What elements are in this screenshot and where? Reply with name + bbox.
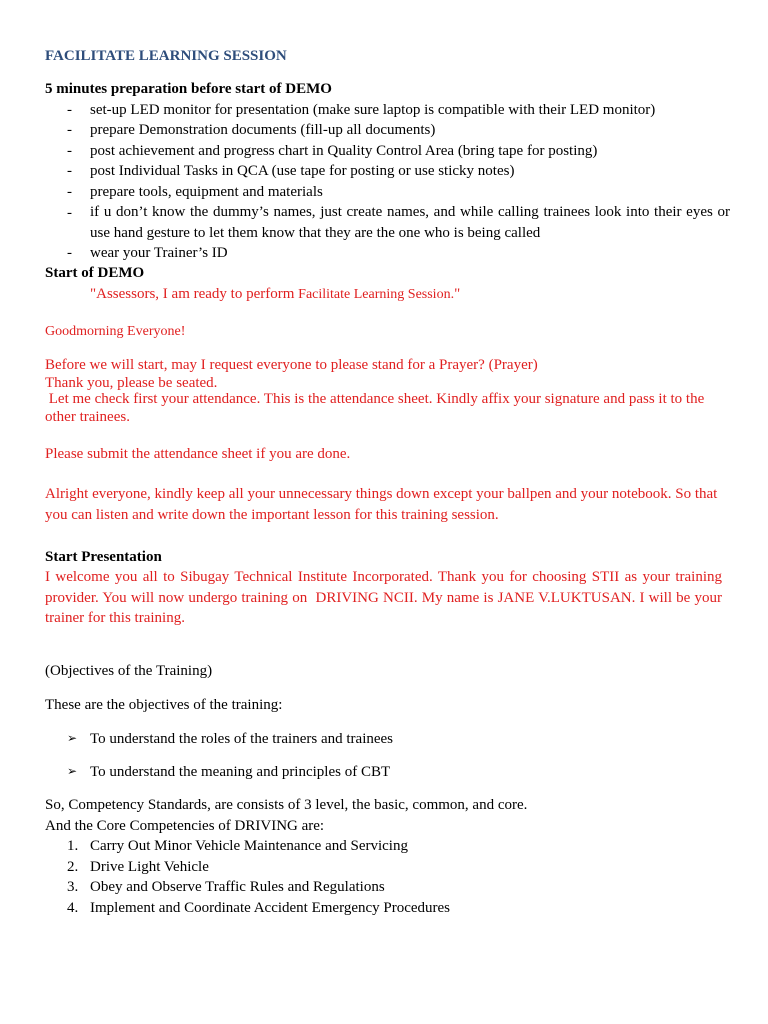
list-item: post achievement and progress chart in Quality Control Area (bring tape for posting) [90,143,598,159]
objectives-intro: These are the objectives of the training: [45,697,283,713]
prep-heading: 5 minutes preparation before start of DEMO [45,81,332,97]
list-dash: - [67,143,72,159]
welcome-paragraph: I welcome you all to Sibugay Technical Institute Incorporated. Thank you for choosing STII as your training provider. You will now undergo training on DRIVING NCII. My name is JANE V.LUKTUSAN. I will be your trainer for this training. [45,569,726,626]
alright-paragraph: Alright everyone, kindly keep all your unnecessary things down except your ballpen and your notebook. So that you can listen and write down the important lesson for this training session. [45,486,718,523]
list-item: prepare tools, equipment and materials [90,184,323,200]
list-number: 4. [67,900,79,916]
assessors-text: "Assessors, I am ready to perform [90,286,299,302]
start-presentation-heading: Start Presentation [45,549,162,565]
list-number: 1. [67,838,79,854]
core-item: Drive Light Vehicle [90,859,209,875]
list-dash: - [67,245,72,261]
objectives-note: (Objectives of the Training) [45,663,213,679]
list-item: set-up LED monitor for presentation (make sure laptop is compatible with their LED monitor) [90,102,656,118]
core-item: Carry Out Minor Vehicle Maintenance and Servicing [90,838,408,854]
assessors-line [90,284,460,305]
list-item: wear your Trainer’s ID [90,245,228,261]
start-demo-heading: Start of DEMO [45,265,145,281]
goodmorning-line: Goodmorning Everyone! [45,324,186,339]
competency-line-1: So, Competency Standards, are consists of 3 level, the basic, common, and core. [45,797,528,813]
document-title: FACILITATE LEARNING SESSION [45,48,287,64]
list-item: post Individual Tasks in QCA (use tape for posting or use sticky notes) [90,163,515,179]
list-dash: - [67,205,72,221]
list-dash: - [67,102,72,118]
core-item: Obey and Observe Traffic Rules and Regulations [90,879,385,895]
assessors-quote: " [454,286,461,302]
list-dash: - [67,122,72,138]
list-item: if u don’t know the dummy’s names, just create names, and while calling trainees look into their eyes or use hand gesture to let them know that they are the one who is being called [90,204,730,241]
submit-line: Please submit the attendance sheet if you are done. [45,446,351,462]
list-dash: - [67,163,72,179]
list-number: 2. [67,859,79,875]
core-item: Implement and Coordinate Accident Emergency Procedures [90,900,451,916]
list-number: 3. [67,879,79,895]
list-item: prepare Demonstration documents (fill-up all documents) [90,122,436,138]
session-name: Facilitate Learning Session. [298,287,455,302]
competency-line-2: And the Core Competencies of DRIVING are: [45,818,325,834]
arrow-bullet-icon: ➢ [67,764,78,778]
list-dash: - [67,184,72,200]
prayer-line: Before we will start, may I request everyone to please stand for a Prayer? (Prayer) [45,357,538,373]
arrow-bullet-icon: ➢ [67,731,78,745]
objective-item: To understand the meaning and principles of CBT [90,764,391,780]
attendance-paragraph: Let me check first your attendance. This is the attendance sheet. Kindly affix your signature and pass it to the other trainees. [45,391,708,425]
seated-line: Thank you, please be seated. [45,375,218,391]
objective-item: To understand the roles of the trainers and trainees [90,731,394,747]
